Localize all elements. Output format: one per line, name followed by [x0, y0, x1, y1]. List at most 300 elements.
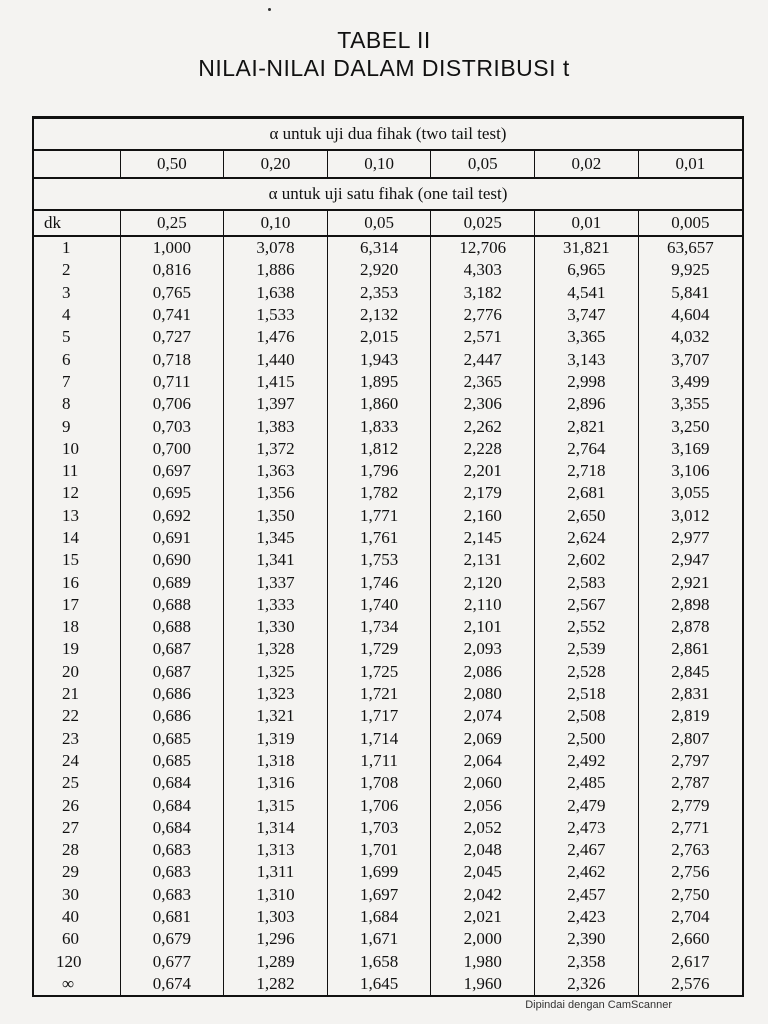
value-cell: 1,315	[224, 794, 328, 816]
value-cell: 0,727	[120, 326, 224, 348]
value-cell: 2,479	[535, 794, 639, 816]
value-cell: 1,671	[327, 928, 431, 950]
value-cell: 2,201	[431, 460, 535, 482]
value-cell: 2,771	[638, 817, 742, 839]
dk-cell: 10	[62, 438, 79, 458]
value-cell: 2,921	[638, 571, 742, 593]
table-row	[34, 705, 742, 727]
value-cell: 0,711	[120, 371, 224, 393]
value-cell: 2,080	[431, 683, 535, 705]
value-cell: 2,660	[638, 928, 742, 950]
value-cell: 2,045	[431, 861, 535, 883]
value-cell: 2,042	[431, 884, 535, 906]
value-cell: 1,440	[224, 348, 328, 370]
value-cell: 2,353	[327, 282, 431, 304]
value-cell: 2,132	[327, 304, 431, 326]
dk-cell: 19	[62, 639, 79, 659]
table-row	[34, 794, 742, 816]
value-cell: 1,397	[224, 393, 328, 415]
value-cell: 0,695	[120, 482, 224, 504]
value-cell: 1,717	[327, 705, 431, 727]
value-cell: 5,841	[638, 282, 742, 304]
value-cell: 2,423	[535, 906, 639, 928]
dk-cell: 22	[62, 706, 79, 726]
value-cell: 0,688	[120, 616, 224, 638]
table-row	[34, 348, 742, 370]
value-cell: 2,457	[535, 884, 639, 906]
value-cell: 1,684	[327, 906, 431, 928]
value-cell: 2,052	[431, 817, 535, 839]
value-cell: 2,681	[535, 482, 639, 504]
value-cell: 3,499	[638, 371, 742, 393]
value-cell: 2,797	[638, 750, 742, 772]
dk-cell: 4	[62, 305, 71, 325]
value-cell: 2,539	[535, 638, 639, 660]
value-cell: 1,980	[431, 951, 535, 973]
value-cell: 0,681	[120, 906, 224, 928]
value-cell: 0,674	[120, 973, 224, 995]
value-cell: 0,686	[120, 683, 224, 705]
value-cell: 1,533	[224, 304, 328, 326]
value-cell: 0,684	[120, 817, 224, 839]
value-cell: 3,355	[638, 393, 742, 415]
value-cell: 2,508	[535, 705, 639, 727]
value-cell: 1,658	[327, 951, 431, 973]
two-tail-alpha-row	[34, 150, 742, 178]
t-distribution-table	[32, 116, 744, 997]
value-cell: 1,701	[327, 839, 431, 861]
value-cell: 1,708	[327, 772, 431, 794]
dk-cell: 14	[62, 528, 79, 547]
table-row	[34, 393, 742, 415]
value-cell: 1,833	[327, 415, 431, 437]
value-cell: 1,316	[224, 772, 328, 794]
value-cell: 2,787	[638, 772, 742, 794]
value-cell: 2,473	[535, 817, 639, 839]
table-row	[34, 527, 742, 549]
value-cell: 2,015	[327, 326, 431, 348]
value-cell: 2,093	[431, 638, 535, 660]
value-cell: 2,704	[638, 906, 742, 928]
dk-cell: 9	[62, 416, 71, 436]
table-row	[34, 861, 742, 883]
value-cell: 2,179	[431, 482, 535, 504]
value-cell: 2,617	[638, 951, 742, 973]
table-row	[34, 482, 742, 504]
table-row	[34, 683, 742, 705]
value-cell: 2,365	[431, 371, 535, 393]
value-cell: 2,228	[431, 438, 535, 460]
value-cell: 2,947	[638, 549, 742, 571]
value-cell: 0,683	[120, 884, 224, 906]
table-row	[34, 906, 742, 928]
dk-cell: 3	[62, 282, 71, 302]
value-cell: 2,567	[535, 594, 639, 616]
value-cell: 1,703	[327, 817, 431, 839]
value-cell: 2,756	[638, 861, 742, 883]
dk-cell: 24	[62, 750, 79, 770]
dk-cell: 11	[62, 461, 79, 481]
value-cell: 4,032	[638, 326, 742, 348]
value-cell: 1,310	[224, 884, 328, 906]
value-cell: 4,604	[638, 304, 742, 326]
dk-cell: 17	[62, 594, 79, 614]
value-cell: 1,282	[224, 973, 328, 995]
value-cell: 1,289	[224, 951, 328, 973]
value-cell: 1,321	[224, 705, 328, 727]
value-cell: 3,078	[224, 236, 328, 259]
dk-cell: 8	[62, 394, 71, 414]
value-cell: 2,528	[535, 661, 639, 683]
value-cell: 2,518	[535, 683, 639, 705]
value-cell: 2,462	[535, 861, 639, 883]
value-cell: 1,319	[224, 728, 328, 750]
value-cell: 2,074	[431, 705, 535, 727]
dk-header: dk	[34, 210, 120, 236]
dk-cell: 1	[62, 238, 71, 258]
value-cell: 1,706	[327, 794, 431, 816]
one-tail-alpha-2: 0,05	[327, 210, 431, 236]
value-cell: 2,571	[431, 326, 535, 348]
value-cell: 1,337	[224, 571, 328, 593]
value-cell: 0,692	[120, 505, 224, 527]
table-row	[34, 304, 742, 326]
value-cell: 2,021	[431, 906, 535, 928]
value-cell: 2,861	[638, 638, 742, 660]
value-cell: 1,697	[327, 884, 431, 906]
value-cell: 2,060	[431, 772, 535, 794]
value-cell: 0,703	[120, 415, 224, 437]
table-row	[34, 750, 742, 772]
dk-cell: 20	[62, 661, 79, 681]
dk-cell: 5	[62, 327, 71, 347]
one-tail-alpha-1: 0,10	[224, 210, 328, 236]
two-tail-alpha-5: 0,01	[638, 150, 742, 178]
table-row	[34, 571, 742, 593]
value-cell: 0,677	[120, 951, 224, 973]
value-cell: 2,764	[535, 438, 639, 460]
value-cell: 2,160	[431, 505, 535, 527]
value-cell: 2,262	[431, 415, 535, 437]
value-cell: 1,746	[327, 571, 431, 593]
value-cell: 1,350	[224, 505, 328, 527]
one-tail-alpha-4: 0,01	[535, 210, 639, 236]
one-tail-alpha-5: 0,005	[638, 210, 742, 236]
value-cell: 3,250	[638, 415, 742, 437]
value-cell: 1,000	[120, 236, 224, 259]
value-cell: 2,650	[535, 505, 639, 527]
value-cell: 1,895	[327, 371, 431, 393]
table-row	[34, 884, 742, 906]
value-cell: 3,012	[638, 505, 742, 527]
value-cell: 2,602	[535, 549, 639, 571]
value-cell: 1,372	[224, 438, 328, 460]
table-row	[34, 259, 742, 281]
value-cell: 1,734	[327, 616, 431, 638]
dk-cell: 23	[62, 728, 79, 748]
table-row	[34, 772, 742, 794]
t-table	[34, 119, 742, 995]
value-cell: 1,328	[224, 638, 328, 660]
value-cell: 1,812	[327, 438, 431, 460]
value-cell: 31,821	[535, 236, 639, 259]
value-cell: 0,765	[120, 282, 224, 304]
table-row	[34, 438, 742, 460]
table-title: NILAI-NILAI DALAM DISTRIBUSI t	[198, 55, 570, 81]
value-cell: 3,747	[535, 304, 639, 326]
speck	[268, 8, 271, 11]
value-cell: 6,314	[327, 236, 431, 259]
value-cell: 0,688	[120, 594, 224, 616]
value-cell: 1,311	[224, 861, 328, 883]
value-cell: 1,771	[327, 505, 431, 527]
table-row	[34, 616, 742, 638]
value-cell: 2,920	[327, 259, 431, 281]
value-cell: 1,796	[327, 460, 431, 482]
value-cell: 2,552	[535, 616, 639, 638]
value-cell: 2,776	[431, 304, 535, 326]
value-cell: 3,169	[638, 438, 742, 460]
table-body	[34, 236, 742, 995]
value-cell: 1,721	[327, 683, 431, 705]
dk-cell: 13	[62, 505, 79, 525]
dk-cell: 21	[62, 684, 79, 704]
value-cell: 1,476	[224, 326, 328, 348]
value-cell: 4,541	[535, 282, 639, 304]
value-cell: 1,383	[224, 415, 328, 437]
value-cell: 2,998	[535, 371, 639, 393]
one-tail-alpha-3: 0,025	[431, 210, 535, 236]
value-cell: 0,683	[120, 839, 224, 861]
value-cell: 0,687	[120, 661, 224, 683]
one-tail-banner: α untuk uji satu fihak (one tail test)	[34, 178, 742, 210]
value-cell: 2,898	[638, 594, 742, 616]
one-tail-header-row	[34, 210, 742, 236]
value-cell: 2,576	[638, 973, 742, 995]
table-row	[34, 505, 742, 527]
value-cell: 2,000	[431, 928, 535, 950]
value-cell: 2,358	[535, 951, 639, 973]
value-cell: 2,718	[535, 460, 639, 482]
table-row	[34, 236, 742, 259]
value-cell: 3,365	[535, 326, 639, 348]
value-cell: 1,333	[224, 594, 328, 616]
dk-cell: ∞	[62, 973, 75, 993]
dk-cell: 2	[62, 260, 71, 280]
value-cell: 1,729	[327, 638, 431, 660]
value-cell: 9,925	[638, 259, 742, 281]
value-cell: 2,896	[535, 393, 639, 415]
table-row	[34, 973, 742, 995]
value-cell: 0,816	[120, 259, 224, 281]
value-cell: 2,110	[431, 594, 535, 616]
value-cell: 2,467	[535, 839, 639, 861]
value-cell: 2,447	[431, 348, 535, 370]
two-tail-banner: α untuk uji dua fihak (two tail test)	[34, 119, 742, 150]
two-tail-alpha-4: 0,02	[535, 150, 639, 178]
value-cell: 1,314	[224, 817, 328, 839]
value-cell: 63,657	[638, 236, 742, 259]
value-cell: 2,131	[431, 549, 535, 571]
table-row	[34, 460, 742, 482]
table-row	[34, 839, 742, 861]
value-cell: 1,356	[224, 482, 328, 504]
value-cell: 1,303	[224, 906, 328, 928]
value-cell: 2,750	[638, 884, 742, 906]
blank-cell	[34, 150, 120, 178]
value-cell: 2,819	[638, 705, 742, 727]
dk-cell: 26	[62, 795, 79, 815]
value-cell: 2,821	[535, 415, 639, 437]
value-cell: 1,645	[327, 973, 431, 995]
value-cell: 2,977	[638, 527, 742, 549]
dk-cell: 12	[62, 483, 79, 503]
value-cell: 3,143	[535, 348, 639, 370]
scanner-watermark: Dipindai dengan CamScanner	[525, 999, 672, 1011]
value-cell: 0,700	[120, 438, 224, 460]
value-cell: 1,886	[224, 259, 328, 281]
table-row	[34, 326, 742, 348]
value-cell: 1,323	[224, 683, 328, 705]
value-cell: 1,318	[224, 750, 328, 772]
table-row	[34, 594, 742, 616]
dk-cell: 16	[62, 572, 79, 592]
value-cell: 12,706	[431, 236, 535, 259]
table-row	[34, 728, 742, 750]
value-cell: 2,326	[535, 973, 639, 995]
dk-cell: 120	[56, 951, 82, 971]
value-cell: 1,740	[327, 594, 431, 616]
table-row	[34, 549, 742, 571]
table-row	[34, 638, 742, 660]
value-cell: 0,697	[120, 460, 224, 482]
value-cell: 2,779	[638, 794, 742, 816]
value-cell: 1,725	[327, 661, 431, 683]
value-cell: 2,056	[431, 794, 535, 816]
value-cell: 1,638	[224, 282, 328, 304]
table-row	[34, 371, 742, 393]
value-cell: 2,583	[535, 571, 639, 593]
value-cell: 1,415	[224, 371, 328, 393]
value-cell: 1,960	[431, 973, 535, 995]
value-cell: 2,048	[431, 839, 535, 861]
value-cell: 2,492	[535, 750, 639, 772]
value-cell: 2,500	[535, 728, 639, 750]
value-cell: 0,687	[120, 638, 224, 660]
value-cell: 1,943	[327, 348, 431, 370]
value-cell: 1,330	[224, 616, 328, 638]
value-cell: 1,341	[224, 549, 328, 571]
value-cell: 0,689	[120, 571, 224, 593]
value-cell: 1,313	[224, 839, 328, 861]
two-tail-alpha-0: 0,50	[120, 150, 224, 178]
table-row	[34, 282, 742, 304]
value-cell: 0,685	[120, 728, 224, 750]
value-cell: 2,069	[431, 728, 535, 750]
two-tail-alpha-3: 0,05	[431, 150, 535, 178]
value-cell: 2,845	[638, 661, 742, 683]
title-block	[0, 26, 768, 82]
value-cell: 3,106	[638, 460, 742, 482]
one-tail-alpha-0: 0,25	[120, 210, 224, 236]
table-row	[34, 817, 742, 839]
one-tail-banner-row	[34, 178, 742, 210]
value-cell: 0,684	[120, 772, 224, 794]
table-row	[34, 415, 742, 437]
dk-cell: 7	[62, 371, 71, 391]
value-cell: 0,679	[120, 928, 224, 950]
two-tail-alpha-1: 0,20	[224, 150, 328, 178]
value-cell: 1,761	[327, 527, 431, 549]
value-cell: 3,182	[431, 282, 535, 304]
value-cell: 6,965	[535, 259, 639, 281]
value-cell: 0,718	[120, 348, 224, 370]
dk-cell: 60	[62, 929, 79, 949]
value-cell: 0,691	[120, 527, 224, 549]
value-cell: 2,831	[638, 683, 742, 705]
dk-cell: 28	[62, 840, 79, 860]
value-cell: 2,807	[638, 728, 742, 750]
value-cell: 2,390	[535, 928, 639, 950]
dk-cell: 6	[62, 349, 71, 369]
value-cell: 2,306	[431, 393, 535, 415]
dk-cell: 25	[62, 773, 79, 793]
value-cell: 1,714	[327, 728, 431, 750]
value-cell: 1,753	[327, 549, 431, 571]
value-cell: 2,485	[535, 772, 639, 794]
value-cell: 2,086	[431, 661, 535, 683]
value-cell: 2,624	[535, 527, 639, 549]
dk-cell: 27	[62, 817, 79, 837]
value-cell: 0,706	[120, 393, 224, 415]
two-tail-banner-row	[34, 119, 742, 150]
value-cell: 1,860	[327, 393, 431, 415]
value-cell: 3,707	[638, 348, 742, 370]
value-cell: 2,101	[431, 616, 535, 638]
table-row	[34, 661, 742, 683]
value-cell: 4,303	[431, 259, 535, 281]
dk-cell: 18	[62, 617, 79, 637]
value-cell: 0,683	[120, 861, 224, 883]
value-cell: 0,685	[120, 750, 224, 772]
value-cell: 2,064	[431, 750, 535, 772]
value-cell: 2,763	[638, 839, 742, 861]
value-cell: 2,120	[431, 571, 535, 593]
value-cell: 2,878	[638, 616, 742, 638]
value-cell: 0,684	[120, 794, 224, 816]
two-tail-alpha-2: 0,10	[327, 150, 431, 178]
value-cell: 1,363	[224, 460, 328, 482]
value-cell: 1,711	[327, 750, 431, 772]
table-row	[34, 951, 742, 973]
dk-cell: 29	[62, 862, 79, 882]
value-cell: 0,741	[120, 304, 224, 326]
value-cell: 1,782	[327, 482, 431, 504]
value-cell: 1,325	[224, 661, 328, 683]
table-row	[34, 928, 742, 950]
value-cell: 0,690	[120, 549, 224, 571]
dk-cell: 30	[62, 884, 79, 904]
value-cell: 3,055	[638, 482, 742, 504]
value-cell: 1,296	[224, 928, 328, 950]
value-cell: 1,699	[327, 861, 431, 883]
dk-cell: 40	[62, 907, 79, 927]
value-cell: 1,345	[224, 527, 328, 549]
table-number-title: TABEL II	[337, 27, 431, 53]
value-cell: 2,145	[431, 527, 535, 549]
value-cell: 0,686	[120, 705, 224, 727]
dk-cell: 15	[62, 550, 79, 570]
